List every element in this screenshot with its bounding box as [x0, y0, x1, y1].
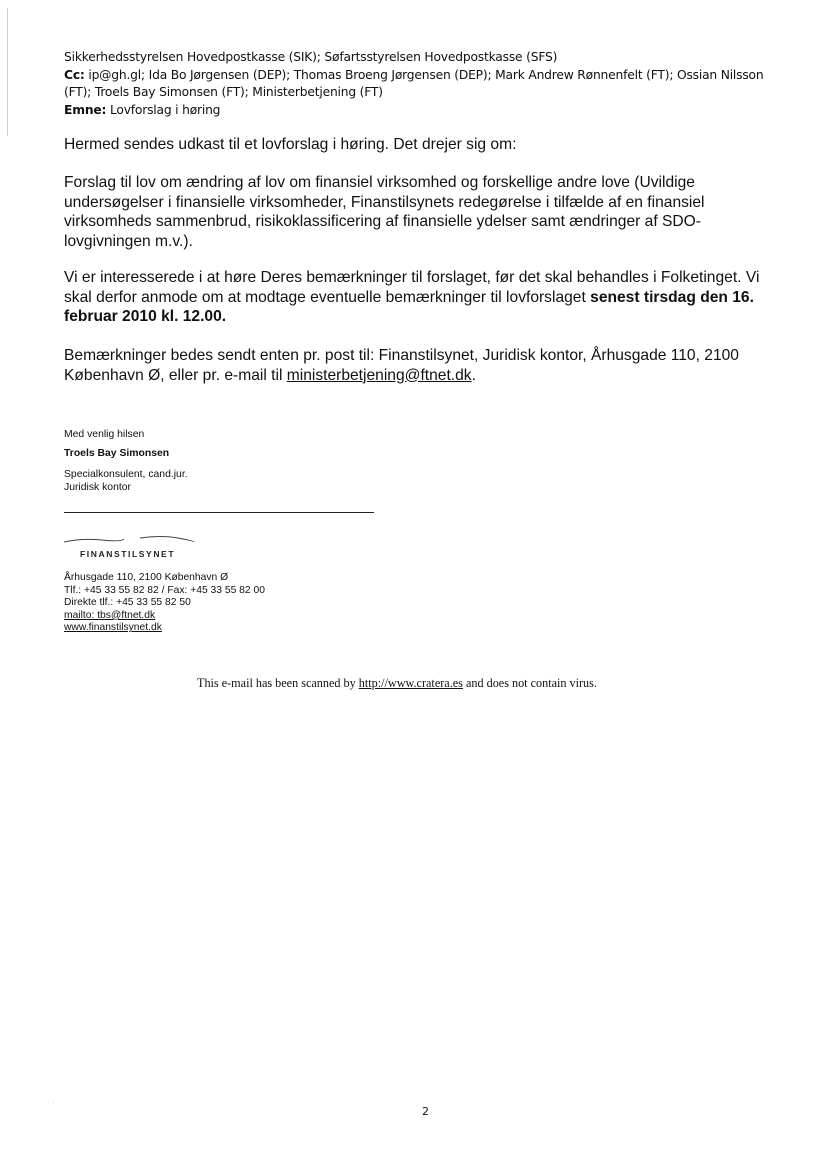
to-line: Sikkerhedsstyrelsen Hovedpostkasse (SIK); Søfartsstyrelsen Hovedpostkasse (SFS) — [64, 50, 558, 64]
contact-block — [64, 572, 265, 635]
address: Århusgade 110, 2100 København Ø — [64, 572, 229, 583]
cc-value: ip@gh.gl; Ida Bo Jørgensen (DEP); Thomas Broeng Jørgensen (DEP); Mark Andrew Rønnenfelt (FT); Ossian Nilsson (FT); Troels Bay Simonsen (FT); Ministerbetjening (FT) — [64, 67, 764, 99]
logo-text: FINANSTILSYNET — [80, 549, 176, 559]
scan-text-before: This e-mail has been scanned by — [197, 676, 359, 690]
page-number: 2 — [422, 1105, 429, 1118]
signature-name: Troels Bay Simonsen — [64, 448, 170, 459]
scan-artifact: · — [52, 1098, 55, 1107]
deadline-text: Vi er interesserede i at høre Deres bemærkninger til forslaget, før det skal behandles i Folketinget. Vi skal derfor anmode om at modtage eventuelle bemærkninger til lovforslaget — [64, 269, 760, 306]
subject-value: Lovforslag i høring — [109, 102, 221, 117]
signature-title-block — [64, 468, 188, 494]
signature-divider — [64, 512, 374, 513]
signature-title: Specialkonsulent, cand.jur. — [64, 469, 188, 480]
website-link[interactable]: www.finanstilsynet.dk — [64, 622, 162, 634]
submission-text: Bemærkninger bedes sendt enten pr. post til: Finanstilsynet, Juridisk kontor, Århusgade 110, 2100 København Ø, eller pr. e-mail til — [64, 347, 739, 384]
signature-department: Juridisk kontor — [64, 482, 131, 493]
intro-paragraph: Hermed sendes udkast til et lovforslag i høring. Det drejer sig om: — [64, 136, 517, 153]
cc-line — [64, 67, 774, 102]
margin-line — [7, 8, 8, 136]
direct-phone: Direkte tlf.: +45 33 55 82 50 — [64, 597, 191, 609]
subject-line — [64, 102, 774, 120]
submission-paragraph — [64, 346, 776, 385]
signature-greeting: Med venlig hilsen — [64, 429, 145, 440]
finanstilsynet-logo-icon — [62, 530, 202, 548]
submission-end: . — [471, 366, 476, 384]
phone-fax: Tlf.: +45 33 55 82 82 / Fax: +45 33 55 82 00 — [64, 584, 265, 596]
cc-label: Cc: — [64, 67, 85, 82]
proposal-paragraph: Forslag til lov om ændring af lov om finansiel virksomhed og forskellige andre love (Uvildige undersøgelser i finansielle virksomheder, Finanstilsynets redegørelse i tilfælde af en finansiel virksomheds sammenbrud, risikoklassificering af finansielle ydelser samt ændringer af SDO-lovgivningen m.v.). — [64, 174, 705, 250]
scan-link[interactable]: http://www.cratera.es — [358, 676, 463, 690]
scan-notice — [197, 676, 597, 691]
deadline-paragraph — [64, 268, 776, 327]
email-link[interactable]: ministerbetjening@ftnet.dk — [286, 366, 472, 384]
email-header — [64, 49, 774, 119]
mailto-link[interactable]: mailto: tbs@ftnet.dk — [64, 609, 156, 621]
subject-label: Emne: — [64, 102, 107, 117]
deadline-date: senest tirsdag den 16. februar 2010 kl. 12.00. — [64, 288, 754, 325]
scan-text-after: and does not contain virus. — [462, 676, 597, 690]
